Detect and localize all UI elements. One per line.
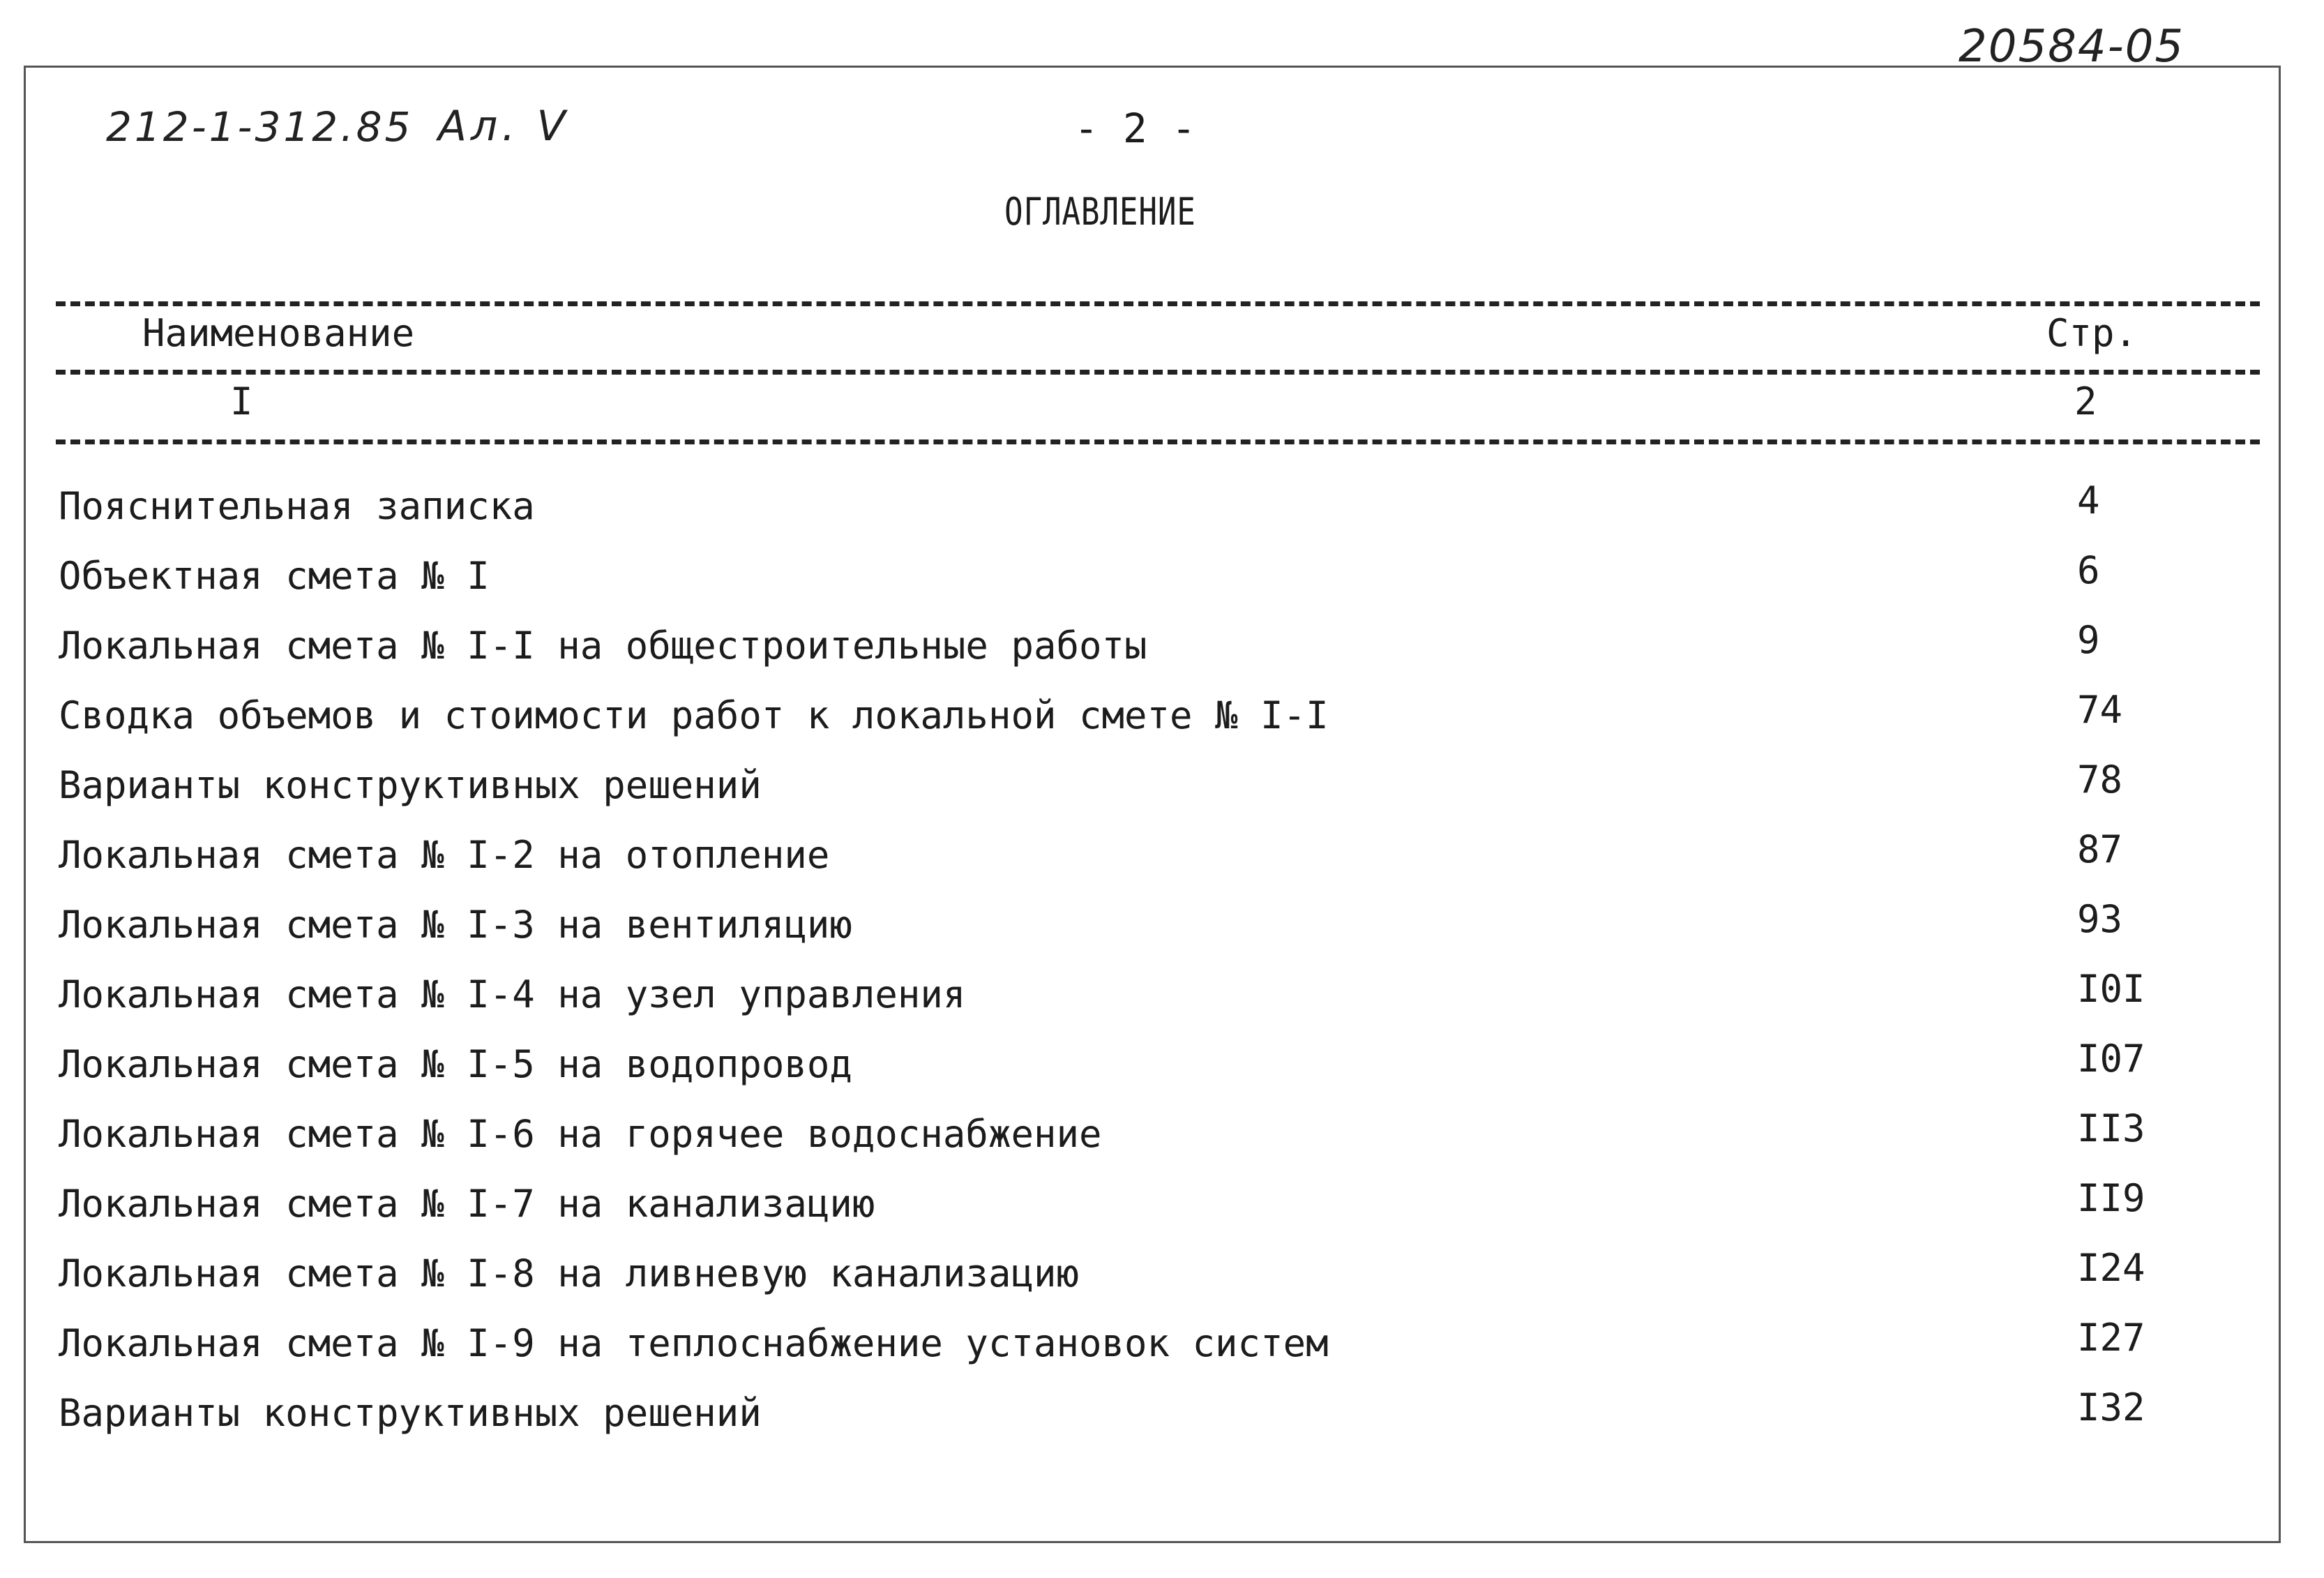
toc-entry-name: Варианты конструктивных решений	[59, 1391, 762, 1435]
toc-entry	[0, 1246, 2324, 1321]
toc-entry-page: I27	[2077, 1316, 2145, 1360]
toc-list	[0, 479, 2324, 1461]
header-page-label: Стр.	[2046, 311, 2138, 355]
header-page-column-number: 2	[2074, 380, 2097, 423]
toc-entry-page: I32	[2077, 1385, 2145, 1429]
toc-entry-name: Варианты конструктивных решений	[59, 763, 762, 807]
page-title: ОГЛАВЛЕНИЕ	[1004, 190, 1196, 234]
toc-entry-name: Объектная смета № I	[59, 554, 490, 598]
toc-entry-page: II9	[2077, 1176, 2145, 1220]
toc-entry	[0, 1385, 2324, 1461]
toc-entry-page: 93	[2077, 897, 2123, 941]
toc-entry-page: 78	[2077, 758, 2123, 802]
toc-entry	[0, 1176, 2324, 1252]
toc-entry	[0, 479, 2324, 554]
toc-entry-name: Локальная смета № I-9 на теплоснабжение установок систем	[59, 1321, 1329, 1365]
header-name-column-number: I	[230, 380, 253, 423]
toc-entry-page: 4	[2077, 479, 2100, 523]
toc-entry	[0, 1316, 2324, 1391]
toc-entry-name: Локальная смета № I-3 на вентиляцию	[59, 903, 852, 947]
archive-number: 20584-05	[1959, 21, 2185, 73]
toc-entry-page: I07	[2077, 1037, 2145, 1081]
toc-entry-name: Локальная смета № I-2 на отопление	[59, 833, 830, 877]
sheet-mark: Ал. V	[438, 102, 570, 151]
toc-entry-page: 9	[2077, 618, 2100, 662]
toc-entry-page: 87	[2077, 827, 2123, 871]
toc-entry-page: 6	[2077, 548, 2100, 592]
header-bottom-rule	[56, 439, 2260, 444]
toc-entry-page: II3	[2077, 1106, 2145, 1150]
header-rule	[56, 370, 2260, 375]
toc-entry-page: I24	[2077, 1246, 2145, 1290]
toc-entry	[0, 688, 2324, 763]
toc-entry-page: I0I	[2077, 967, 2145, 1011]
toc-entry-name: Локальная смета № I-7 на канализацию	[59, 1182, 875, 1226]
toc-entry-name: Локальная смета № I-I на общестроительные работы	[59, 624, 1147, 668]
toc-entry	[0, 897, 2324, 972]
toc-entry	[0, 1037, 2324, 1112]
page-number: - 2 -	[1074, 105, 1196, 152]
toc-entry-name: Локальная смета № I-8 на ливневую канализацию	[59, 1252, 1079, 1295]
toc-entry-page: 74	[2077, 688, 2123, 732]
toc-entry	[0, 1106, 2324, 1182]
table-top-rule	[56, 301, 2260, 306]
document-code: 212-1-312.85	[106, 103, 414, 151]
toc-entry-name: Пояснительная записка	[59, 484, 535, 528]
toc-entry	[0, 618, 2324, 693]
header-name-label: Наименование	[142, 311, 415, 355]
toc-entry	[0, 548, 2324, 624]
toc-entry-name: Локальная смета № I-5 на водопровод	[59, 1042, 852, 1086]
toc-entry-name: Локальная смета № I-4 на узел управления	[59, 972, 966, 1016]
toc-entry	[0, 827, 2324, 903]
toc-entry	[0, 758, 2324, 833]
toc-entry-name: Сводка объемов и стоимости работ к локальной смете № I-I	[59, 693, 1329, 737]
toc-entry-name: Локальная смета № I-6 на горячее водоснабжение	[59, 1112, 1102, 1156]
toc-entry	[0, 967, 2324, 1042]
